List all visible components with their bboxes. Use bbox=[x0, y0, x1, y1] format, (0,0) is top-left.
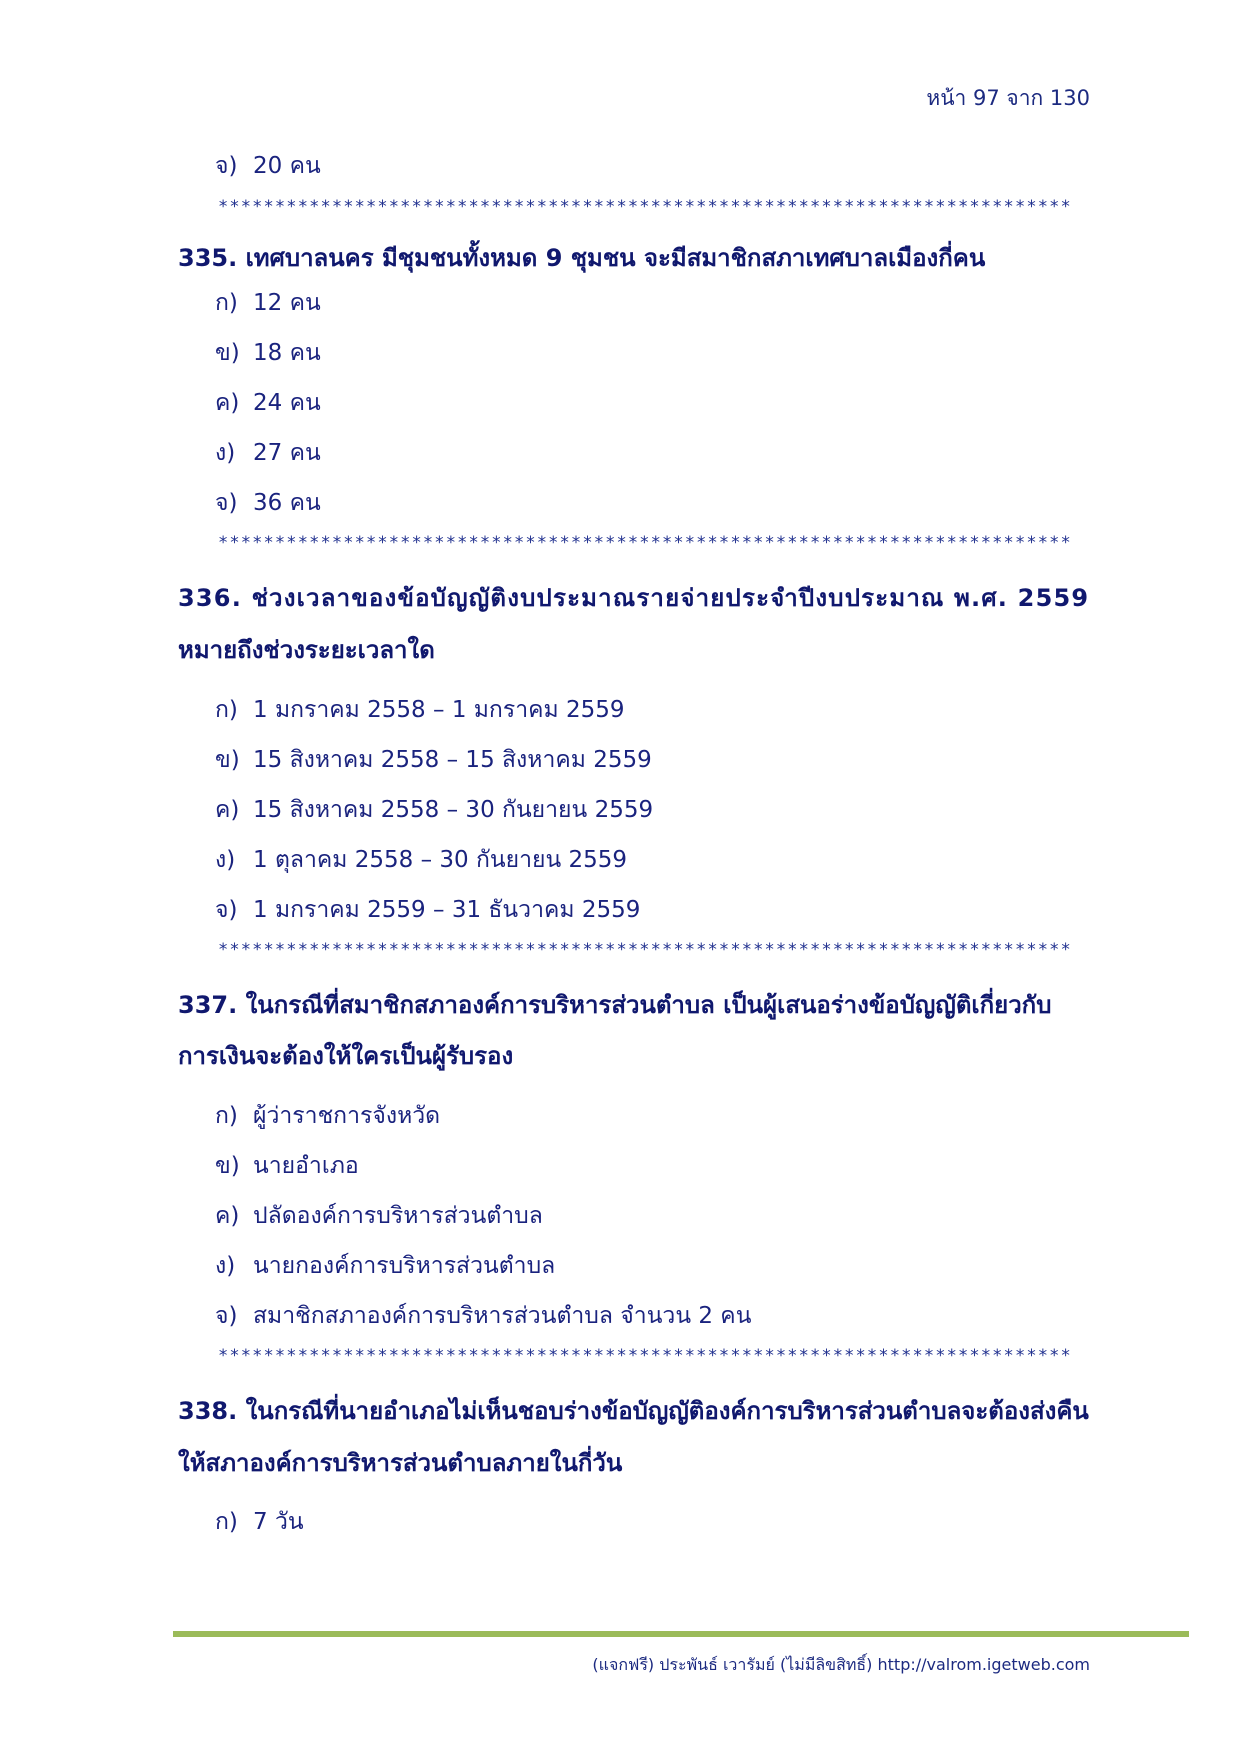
option-item bbox=[215, 742, 652, 778]
page-number: หน้า 97 จาก 130 bbox=[926, 86, 1090, 110]
option-text: 1 มกราคม 2559 – 31 ธันวาคม 2559 bbox=[253, 897, 641, 923]
option-text: สมาชิกสภาองค์การบริหารส่วนตำบล จำนวน 2 คน bbox=[253, 1303, 752, 1329]
option-item bbox=[215, 1198, 543, 1234]
option-item bbox=[215, 335, 321, 371]
separator-stars: *************************************************************************** bbox=[218, 1346, 1072, 1366]
option-item bbox=[215, 1504, 304, 1540]
option-text: ผู้ว่าราชการจังหวัด bbox=[253, 1103, 441, 1129]
option-text: 7 วัน bbox=[253, 1509, 304, 1535]
option-text: 20 คน bbox=[253, 153, 321, 179]
option-label: ก) bbox=[215, 697, 238, 723]
option-item bbox=[215, 385, 321, 421]
option-text: 15 สิงหาคม 2558 – 15 สิงหาคม 2559 bbox=[253, 747, 652, 773]
option-item bbox=[215, 892, 640, 928]
question-338-title-cont: ให้สภาองค์การบริหารส่วนตำบลภายในกี่วัน bbox=[178, 1449, 623, 1477]
option-text: 36 คน bbox=[253, 490, 321, 516]
option-label: จ) bbox=[215, 490, 238, 516]
option-label: ข) bbox=[215, 340, 240, 366]
footer-credit: (แจกฟรี) ประพันธ์ เวารัมย์ (ไม่มีลิขสิทธิ์) http://valrom.igetweb.com bbox=[592, 1655, 1090, 1674]
option-label: จ) bbox=[215, 897, 238, 923]
option-text: 12 คน bbox=[253, 290, 321, 316]
option-label: ข) bbox=[215, 747, 240, 773]
option-text: 24 คน bbox=[253, 390, 321, 416]
option-label: ก) bbox=[215, 290, 238, 316]
option-label: ข) bbox=[215, 1153, 240, 1179]
option-text: นายกองค์การบริหารส่วนตำบล bbox=[253, 1253, 556, 1279]
separator-stars: *************************************************************************** bbox=[218, 940, 1072, 960]
option-label: ค) bbox=[215, 390, 240, 416]
option-item bbox=[215, 1148, 359, 1184]
option-item bbox=[215, 1248, 555, 1284]
option-item bbox=[215, 1298, 751, 1334]
option-text: 15 สิงหาคม 2558 – 30 กันยายน 2559 bbox=[253, 797, 654, 823]
question-337-title-cont: การเงินจะต้องให้ใครเป็นผู้รับรอง bbox=[178, 1042, 514, 1070]
option-text: นายอำเภอ bbox=[253, 1153, 359, 1179]
option-label: ก) bbox=[215, 1509, 238, 1535]
option-label: จ) bbox=[215, 153, 238, 179]
option-item bbox=[215, 692, 625, 728]
option-text: ปลัดองค์การบริหารส่วนตำบล bbox=[253, 1203, 543, 1229]
option-item bbox=[215, 485, 321, 521]
option-item bbox=[215, 148, 321, 184]
option-text: 1 ตุลาคม 2558 – 30 กันยายน 2559 bbox=[253, 847, 628, 873]
option-label: จ) bbox=[215, 1303, 238, 1329]
option-label: ค) bbox=[215, 797, 240, 823]
question-337-title: 337. ในกรณีที่สมาชิกสภาองค์การบริหารส่วนตำบล เป็นผู้เสนอร่างข้อบัญญัติเกี่ยวกับ bbox=[178, 991, 1052, 1019]
option-label: ง) bbox=[215, 1253, 236, 1279]
option-item bbox=[215, 435, 321, 471]
option-item bbox=[215, 842, 627, 878]
separator-stars: *************************************************************************** bbox=[218, 197, 1072, 217]
question-336-title: 336. ช่วงเวลาของข้อบัญญัติงบประมาณรายจ่ายประจำปีงบประมาณ พ.ศ. 2559 bbox=[178, 584, 1090, 612]
separator-stars: *************************************************************************** bbox=[218, 533, 1072, 553]
option-item bbox=[215, 792, 653, 828]
option-text: 27 คน bbox=[253, 440, 321, 466]
option-label: ก) bbox=[215, 1103, 238, 1129]
question-338-title: 338. ในกรณีที่นายอำเภอไม่เห็นชอบร่างข้อบัญญัติองค์การบริหารส่วนตำบลจะต้องส่งคืน bbox=[178, 1397, 1089, 1425]
option-label: ง) bbox=[215, 847, 236, 873]
option-text: 1 มกราคม 2558 – 1 มกราคม 2559 bbox=[253, 697, 625, 723]
question-336-title-cont: หมายถึงช่วงระยะเวลาใด bbox=[178, 636, 435, 664]
option-text: 18 คน bbox=[253, 340, 321, 366]
option-label: ง) bbox=[215, 440, 236, 466]
option-label: ค) bbox=[215, 1203, 240, 1229]
option-item bbox=[215, 1098, 440, 1134]
footer-divider bbox=[173, 1631, 1189, 1637]
option-item bbox=[215, 285, 321, 321]
question-335-title: 335. เทศบาลนคร มีชุมชนทั้งหมด 9 ชุมชน จะมีสมาชิกสภาเทศบาลเมืองกี่คน bbox=[178, 244, 986, 272]
